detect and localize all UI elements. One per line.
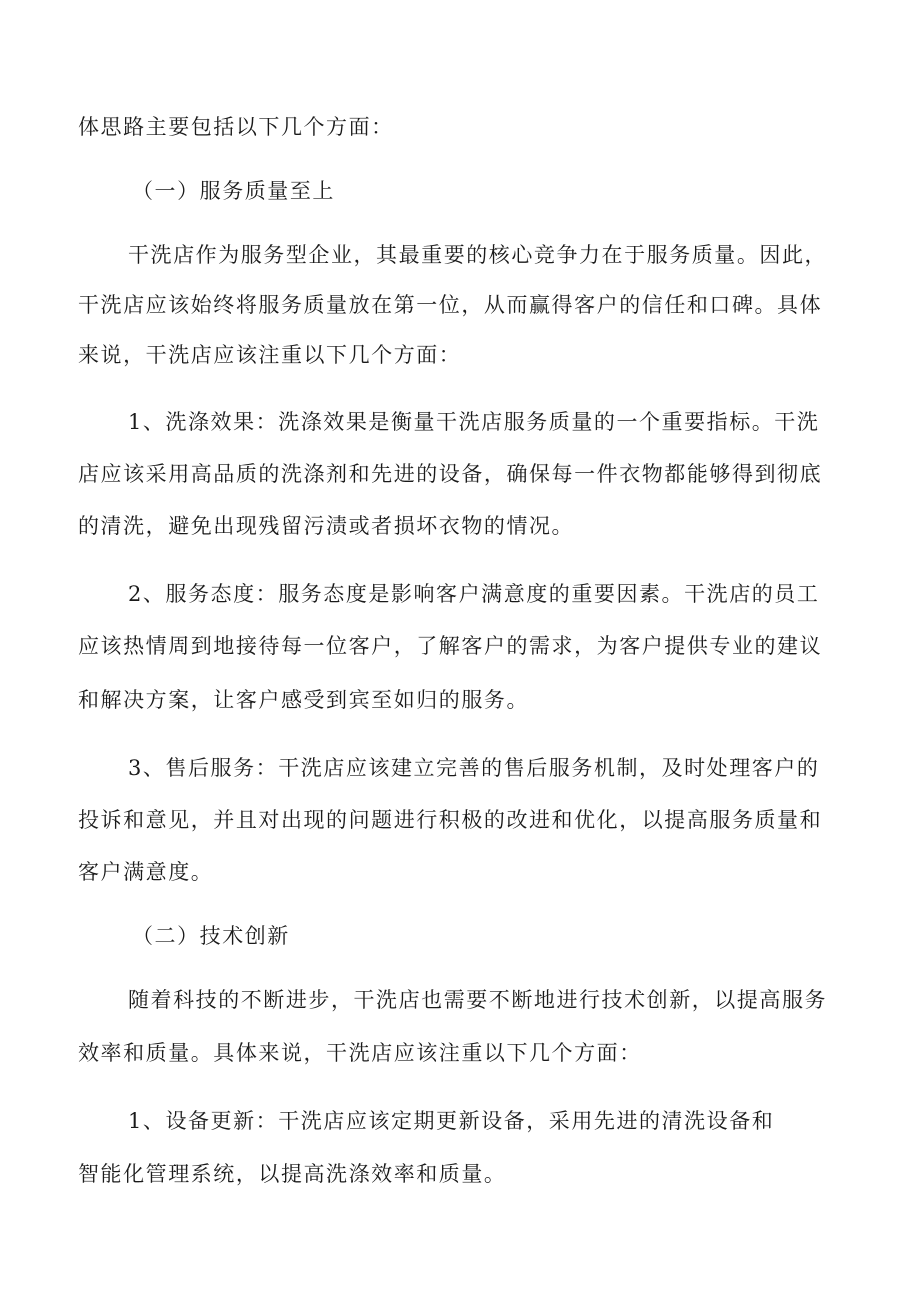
item-2-line-1: 2、服务态度：服务态度是影响客户满意度的重要因素。干洗店的员工	[128, 582, 820, 606]
paragraph-1-line-1: 干洗店作为服务型企业，其最重要的核心竞争力在于服务质量。因此，	[128, 243, 828, 267]
item-1-line-2: 店应该采用高品质的洗涤剂和先进的设备，确保每一件衣物都能够得到彻底	[78, 462, 823, 486]
intro-tail-line: 体思路主要包括以下几个方面：	[78, 115, 394, 139]
section-heading-2: （二）技术创新	[132, 924, 290, 948]
paragraph-1-line-3: 来说，干洗店应该注重以下几个方面：	[78, 343, 462, 367]
paragraph-2-line-1: 随着科技的不断进步，干洗店也需要不断地进行技术创新，以提高服务	[128, 988, 828, 1012]
section-heading-1: （一）服务质量至上	[132, 179, 335, 203]
paragraph-1-line-2: 干洗店应该始终将服务质量放在第一位，从而赢得客户的信任和口碑。具体	[78, 293, 823, 317]
item-1-line-3: 的清洗，避免出现残留污渍或者损坏衣物的情况。	[78, 514, 575, 538]
item-3-line-2: 投诉和意见，并且对出现的问题进行积极的改进和优化，以提高服务质量和	[78, 808, 823, 832]
item-3-line-1: 3、售后服务：干洗店应该建立完善的售后服务机制，及时处理客户的	[128, 756, 820, 780]
item-4-line-1: 1、设备更新：干洗店应该定期更新设备，采用先进的清洗设备和	[128, 1109, 775, 1133]
paragraph-2-line-2: 效率和质量。具体来说，干洗店应该注重以下几个方面：	[78, 1041, 642, 1065]
item-2-line-2: 应该热情周到地接待每一位客户，了解客户的需求，为客户提供专业的建议	[78, 634, 823, 658]
item-1-line-1: 1、洗涤效果：洗涤效果是衡量干洗店服务质量的一个重要指标。干洗	[128, 410, 820, 434]
item-2-line-3: 和解决方案，让客户感受到宾至如归的服务。	[78, 688, 529, 712]
item-3-line-3: 客户满意度。	[78, 860, 214, 884]
item-4-line-2: 智能化管理系统，以提高洗涤效率和质量。	[78, 1162, 507, 1186]
